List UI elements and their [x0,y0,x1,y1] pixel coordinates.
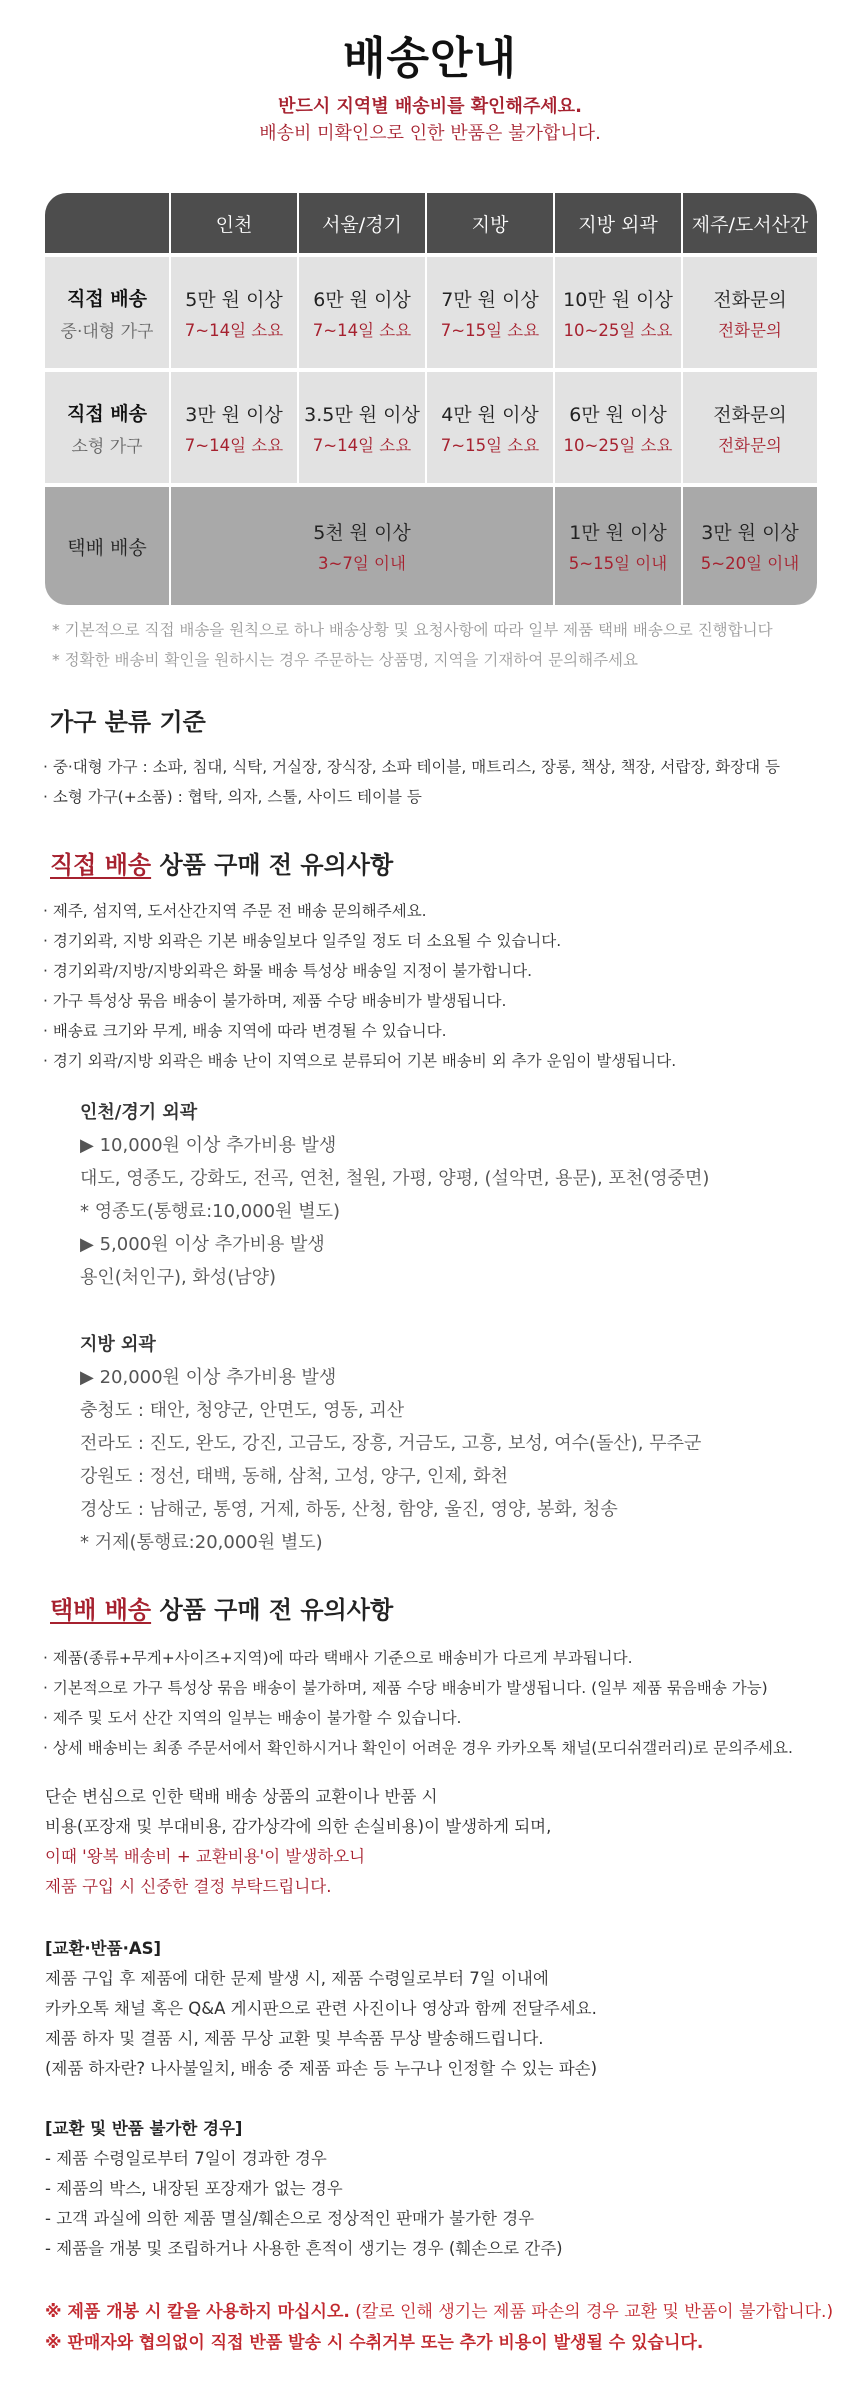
table-header-seoul: 서울/경기 [299,193,425,253]
page-title: 배송안내 [342,33,517,84]
table-cell [171,257,297,368]
paragraph-line: - 고객 과실에 의한 제품 멸실/훼손으로 정상적인 판매가 불가한 경우 [45,2209,535,2228]
cell-price: 1만 원 이상 [569,522,667,544]
list-item: ▶ 10,000원 이상 추가비용 발생 [80,1135,337,1156]
table-cell [555,257,681,368]
table-cell [683,372,817,483]
cell-days: 10~25일 소요 [563,320,673,340]
heading-rest: 상품 구매 전 유의사항 [151,1596,394,1624]
list-item: · 기본적으로 가구 특성상 묶음 배송이 불가하며, 제품 수당 배송비가 발생됩니다. (일부 제품 묶음배송 가능) [43,1679,768,1697]
list-item: · 제품(종류+무게+사이즈+지역)에 따라 택배사 기준으로 배송비가 다르게 부과됩니다. [43,1649,633,1667]
row-label-sub: 중·대형 가구 [60,321,154,342]
cell-price: 전화문의 [713,403,787,426]
cell-days: 7~15일 소요 [440,320,540,340]
paragraph-line: 비용(포장재 및 부대비용, 감가상각에 의한 손실비용)이 발생하게 되며, [45,1817,552,1836]
cell-days: 7~15일 소요 [440,435,540,455]
cell-price: 3.5만 원 이상 [304,403,420,426]
paragraph-line-highlight: 제품 구입 시 신중한 결정 부탁드립니다. [45,1877,332,1896]
list-item: · 경기 외곽/지방 외곽은 배송 난이 지역으로 분류되어 기본 배송비 외 추가 운임이 발생됩니다. [43,1052,677,1070]
subtitle-warning: 반드시 지역별 배송비를 확인해주세요. [278,96,582,117]
paragraph-line: 제품 하자 및 결품 시, 제품 무상 교환 및 부속품 무상 발송해드립니다. [45,2029,544,2048]
cell-price: 10만 원 이상 [563,288,673,311]
list-item: · 경기외곽/지방/지방외곽은 화물 배송 특성상 배송일 지정이 불가합니다. [43,962,533,980]
heading-rest: 상품 구매 전 유의사항 [151,851,394,879]
list-item: 강원도 : 정선, 태백, 동해, 삼척, 고성, 양구, 인제, 화천 [80,1466,508,1487]
cell-days: 전화문의 [718,435,782,455]
section-heading-parcel [50,1590,393,1625]
paragraph-line: 제품 구입 후 제품에 대한 문제 발생 시, 제품 수령일로부터 7일 이내에 [45,1969,549,1988]
paragraph-line: - 제품의 박스, 내장된 포장재가 없는 경우 [45,2179,343,2198]
cell-days: 7~14일 소요 [184,435,284,455]
warning-bold: ※ 판매자와 협의없이 직접 반품 발송 시 수취거부 또는 추가 비용이 발생될 수 있습니다. [45,2333,704,2353]
row-label-main: 직접 배송 [66,402,148,425]
warning-knife [45,2297,833,2322]
cell-price: 5천 원 이상 [313,522,411,544]
cell-price: 4만 원 이상 [441,403,539,426]
paragraph-line: - 제품 수령일로부터 7일이 경과한 경우 [45,2149,327,2168]
list-item: 용인(처인구), 화성(남양) [80,1267,277,1288]
section-heading-classification: 가구 분류 기준 [50,708,206,736]
cell-days: 7~14일 소요 [312,435,412,455]
cell-days: 7~14일 소요 [312,320,412,340]
table-header-incheon: 인천 [171,193,297,253]
heading-accent: 직접 배송 [50,851,152,879]
subheading-incheon: 인천/경기 외곽 [80,1102,198,1123]
paragraph-line: - 제품을 개봉 및 조립하거나 사용한 흔적이 생기는 경우 (훼손으로 간주) [45,2239,563,2258]
table-cell [171,372,297,483]
row-label-direct-large [45,257,169,368]
cell-days: 3~7일 이내 [318,554,406,573]
table-cell [299,372,425,483]
list-item: · 상세 배송비는 최종 주문서에서 확인하시거나 확인이 어려운 경우 카카오톡 채널(모디쉬갤러리)로 문의주세요. [43,1739,793,1757]
table-cell [427,372,553,483]
warning-bold: ※ 제품 개봉 시 칼을 사용하지 마십시오. [45,2302,350,2322]
cell-days: 7~14일 소요 [184,320,284,340]
list-item: 대도, 영종도, 강화도, 전곡, 연천, 철원, 가평, 양평, (설악면, 용문), 포천(영중면) [80,1168,710,1189]
list-item: · 소형 가구(+소품) : 협탁, 의자, 스툴, 사이드 테이블 등 [43,788,422,806]
cell-price: 3만 원 이상 [701,522,799,544]
cell-price: 6만 원 이상 [569,403,667,426]
paragraph-line-highlight: 이때 '왕복 배송비 + 교환비용'이 발생하오니 [45,1847,366,1866]
cell-price: 전화문의 [713,288,787,311]
paragraph-line: 단순 변심으로 인한 택배 배송 상품의 교환이나 반품 시 [45,1787,438,1806]
table-cell-parcel-outskirts [555,487,681,605]
cell-price: 3만 원 이상 [185,403,283,426]
table-cell [555,372,681,483]
heading-accent: 택배 배송 [50,1596,152,1624]
no-return-heading: [교환 및 반품 불가한 경우] [45,2119,243,2138]
row-label-main: 직접 배송 [66,287,148,310]
list-item: · 제주, 섬지역, 도서산간지역 주문 전 배송 문의해주세요. [43,902,427,920]
cell-days: 10~25일 소요 [563,435,673,455]
table-cell-parcel-merged [171,487,553,605]
shipping-fee-table [45,193,817,605]
cell-days: 전화문의 [718,320,782,340]
row-label-parcel [45,487,169,605]
paragraph-line: 카카오톡 채널 혹은 Q&A 게시판으로 관련 사진이나 영상과 함께 전달주세요. [45,1999,597,2018]
table-cell [299,257,425,368]
warning-rest: (칼로 인해 생기는 제품 파손의 경우 교환 및 반품이 불가합니다.) [349,2302,834,2322]
cell-price: 6만 원 이상 [313,288,411,311]
table-header-local-outskirts: 지방 외곽 [555,193,681,253]
list-item: ▶ 20,000원 이상 추가비용 발생 [80,1367,337,1388]
list-item: · 배송료 크기와 무게, 배송 지역에 따라 변경될 수 있습니다. [43,1022,447,1040]
table-note: * 기본적으로 직접 배송을 원칙으로 하나 배송상황 및 요청사항에 따라 일부 제품 택배 배송으로 진행합니다 [52,621,773,639]
list-item: * 거제(통행료:20,000원 별도) [80,1532,323,1553]
row-label-sub: 소형 가구 [71,436,143,457]
cell-days: 5~15일 이내 [568,554,668,573]
list-item: · 중·대형 가구 : 소파, 침대, 식탁, 거실장, 장식장, 소파 테이블, 매트리스, 장롱, 책상, 책장, 서랍장, 화장대 등 [43,758,780,776]
list-item: 충청도 : 태안, 청양군, 안면도, 영동, 괴산 [80,1400,405,1421]
table-cell [683,257,817,368]
list-item: 전라도 : 진도, 완도, 강진, 고금도, 장흥, 거금도, 고흥, 보성, 여수(돌산), 무주군 [80,1433,702,1454]
cell-days: 5~20일 이내 [700,554,800,573]
table-header-local: 지방 [427,193,553,253]
table-header-jeju: 제주/도서산간 [683,193,817,253]
row-label-direct-small [45,372,169,483]
list-item: · 경기외곽, 지방 외곽은 기본 배송일보다 일주일 정도 더 소요될 수 있습니다. [43,932,562,950]
subheading-local: 지방 외곽 [80,1334,156,1355]
paragraph-line: (제품 하자란? 나사불일치, 배송 중 제품 파손 등 누구나 인정할 수 있는 파손) [45,2059,598,2078]
list-item: · 제주 및 도서 산간 지역의 일부는 배송이 불가할 수 있습니다. [43,1709,462,1727]
table-cell [427,257,553,368]
table-cell-parcel-jeju [683,487,817,605]
row-label-main: 택배 배송 [67,536,147,559]
warning-return [45,2328,703,2353]
list-item: * 영종도(통행료:10,000원 별도) [80,1201,341,1222]
list-item: ▶ 5,000원 이상 추가비용 발생 [80,1234,325,1255]
section-heading-direct [50,845,393,880]
list-item: 경상도 : 남해군, 통영, 거제, 하동, 산청, 함양, 울진, 영양, 봉화, 청송 [80,1499,618,1520]
list-item: · 가구 특성상 묶음 배송이 불가하며, 제품 수당 배송비가 발생됩니다. [43,992,507,1010]
table-note: * 정확한 배송비 확인을 원하시는 경우 주문하는 상품명, 지역을 기재하여 문의해주세요 [52,651,639,669]
as-heading: [교환·반품·AS] [45,1939,162,1958]
cell-price: 5만 원 이상 [185,288,283,311]
cell-price: 7만 원 이상 [441,288,539,311]
table-header-corner [45,193,169,253]
subtitle-notice: 배송비 미확인으로 인한 반품은 불가합니다. [259,123,601,144]
